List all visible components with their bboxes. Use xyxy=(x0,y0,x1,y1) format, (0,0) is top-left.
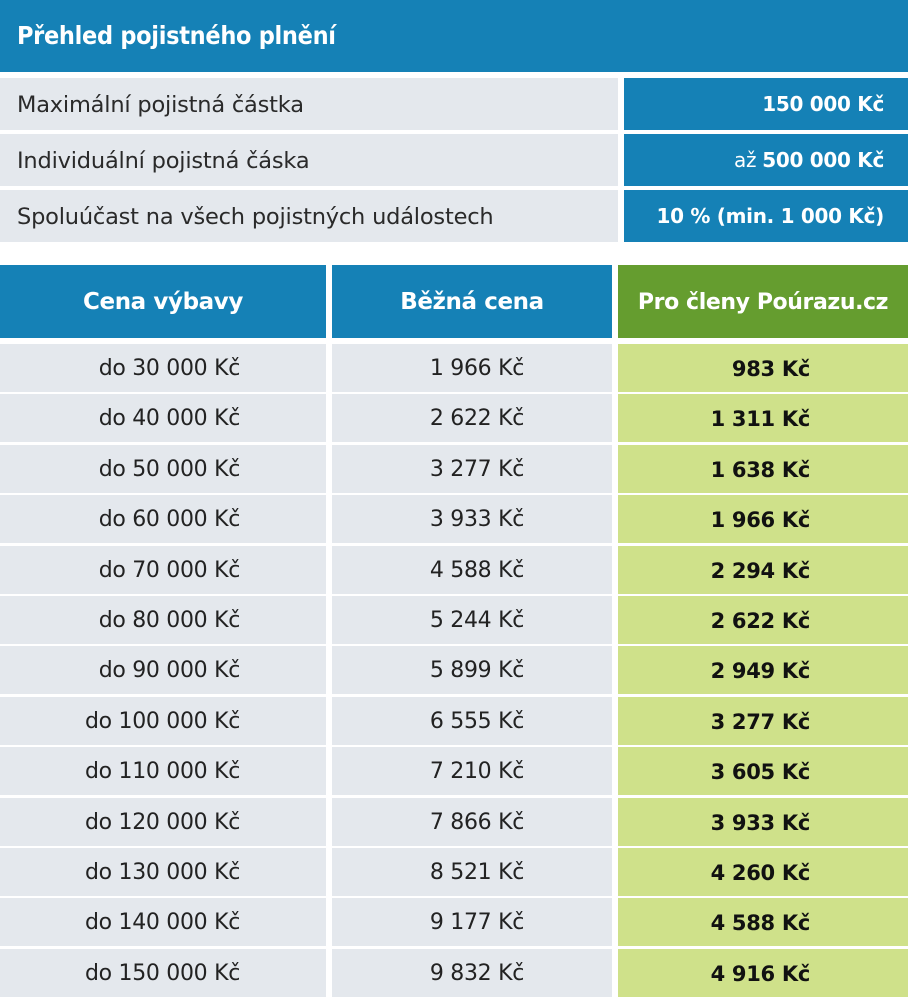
regular-price-cell: 1 966 Kč xyxy=(332,344,612,392)
regular-price-cell: 2 622 Kč xyxy=(332,394,612,442)
equipment-price-cell: do 90 000 Kč xyxy=(0,646,326,694)
summary-value xyxy=(624,78,908,130)
member-price-cell: 1 638 Kč xyxy=(618,445,908,493)
regular-price-cell: 5 899 Kč xyxy=(332,646,612,694)
column-header-regular-price: Běžná cena xyxy=(332,265,612,338)
equipment-price-cell: do 60 000 Kč xyxy=(0,495,326,543)
member-price-cell: 4 916 Kč xyxy=(618,949,908,997)
summary-value xyxy=(624,190,908,242)
summary-label: Spoluúčast na všech pojistných událostech xyxy=(0,190,618,242)
equipment-price-cell: do 80 000 Kč xyxy=(0,596,326,644)
regular-price-cell: 6 555 Kč xyxy=(332,697,612,745)
column-header-equipment-price: Cena výbavy xyxy=(0,265,326,338)
member-price-cell: 3 605 Kč xyxy=(618,747,908,795)
regular-price-cell: 8 521 Kč xyxy=(332,848,612,896)
equipment-price-cell: do 140 000 Kč xyxy=(0,898,326,946)
member-price-cell: 1 966 Kč xyxy=(618,495,908,543)
member-price-cell: 3 933 Kč xyxy=(618,798,908,846)
regular-price-cell: 7 210 Kč xyxy=(332,747,612,795)
summary-value-prefix: až xyxy=(734,148,763,172)
member-price-cell: 983 Kč xyxy=(618,344,908,392)
regular-price-cell: 3 277 Kč xyxy=(332,445,612,493)
member-price-cell: 4 260 Kč xyxy=(618,848,908,896)
summary-value-amount: 500 000 Kč xyxy=(762,148,884,172)
equipment-price-cell: do 40 000 Kč xyxy=(0,394,326,442)
summary-row-max-amount xyxy=(0,78,908,130)
regular-price-cell: 9 832 Kč xyxy=(332,949,612,997)
equipment-price-cell: do 150 000 Kč xyxy=(0,949,326,997)
regular-price-cell: 5 244 Kč xyxy=(332,596,612,644)
regular-price-cell: 3 933 Kč xyxy=(332,495,612,543)
regular-price-cell: 9 177 Kč xyxy=(332,898,612,946)
member-price-cell: 3 277 Kč xyxy=(618,697,908,745)
member-price-cell: 2 622 Kč xyxy=(618,596,908,644)
summary-value-amount: 10 % (min. 1 000 Kč) xyxy=(656,204,884,228)
summary-value-amount: 150 000 Kč xyxy=(762,92,884,116)
regular-price-cell: 4 588 Kč xyxy=(332,546,612,594)
page-title: Přehled pojistného plnění xyxy=(0,0,908,72)
member-price-cell: 2 949 Kč xyxy=(618,646,908,694)
equipment-price-cell: do 130 000 Kč xyxy=(0,848,326,896)
equipment-price-cell: do 50 000 Kč xyxy=(0,445,326,493)
equipment-price-cell: do 120 000 Kč xyxy=(0,798,326,846)
equipment-price-cell: do 110 000 Kč xyxy=(0,747,326,795)
member-price-cell: 4 588 Kč xyxy=(618,898,908,946)
summary-label: Individuální pojistná čáska xyxy=(0,134,618,186)
summary-row-deductible xyxy=(0,190,908,242)
regular-price-cell: 7 866 Kč xyxy=(332,798,612,846)
equipment-price-cell: do 30 000 Kč xyxy=(0,344,326,392)
member-price-cell: 1 311 Kč xyxy=(618,394,908,442)
summary-row-individual-amount xyxy=(0,134,908,186)
member-price-cell: 2 294 Kč xyxy=(618,546,908,594)
equipment-price-cell: do 100 000 Kč xyxy=(0,697,326,745)
summary-value xyxy=(624,134,908,186)
equipment-price-cell: do 70 000 Kč xyxy=(0,546,326,594)
summary-label: Maximální pojistná částka xyxy=(0,78,618,130)
column-header-member-price: Pro členy Poúrazu.cz xyxy=(618,265,908,338)
